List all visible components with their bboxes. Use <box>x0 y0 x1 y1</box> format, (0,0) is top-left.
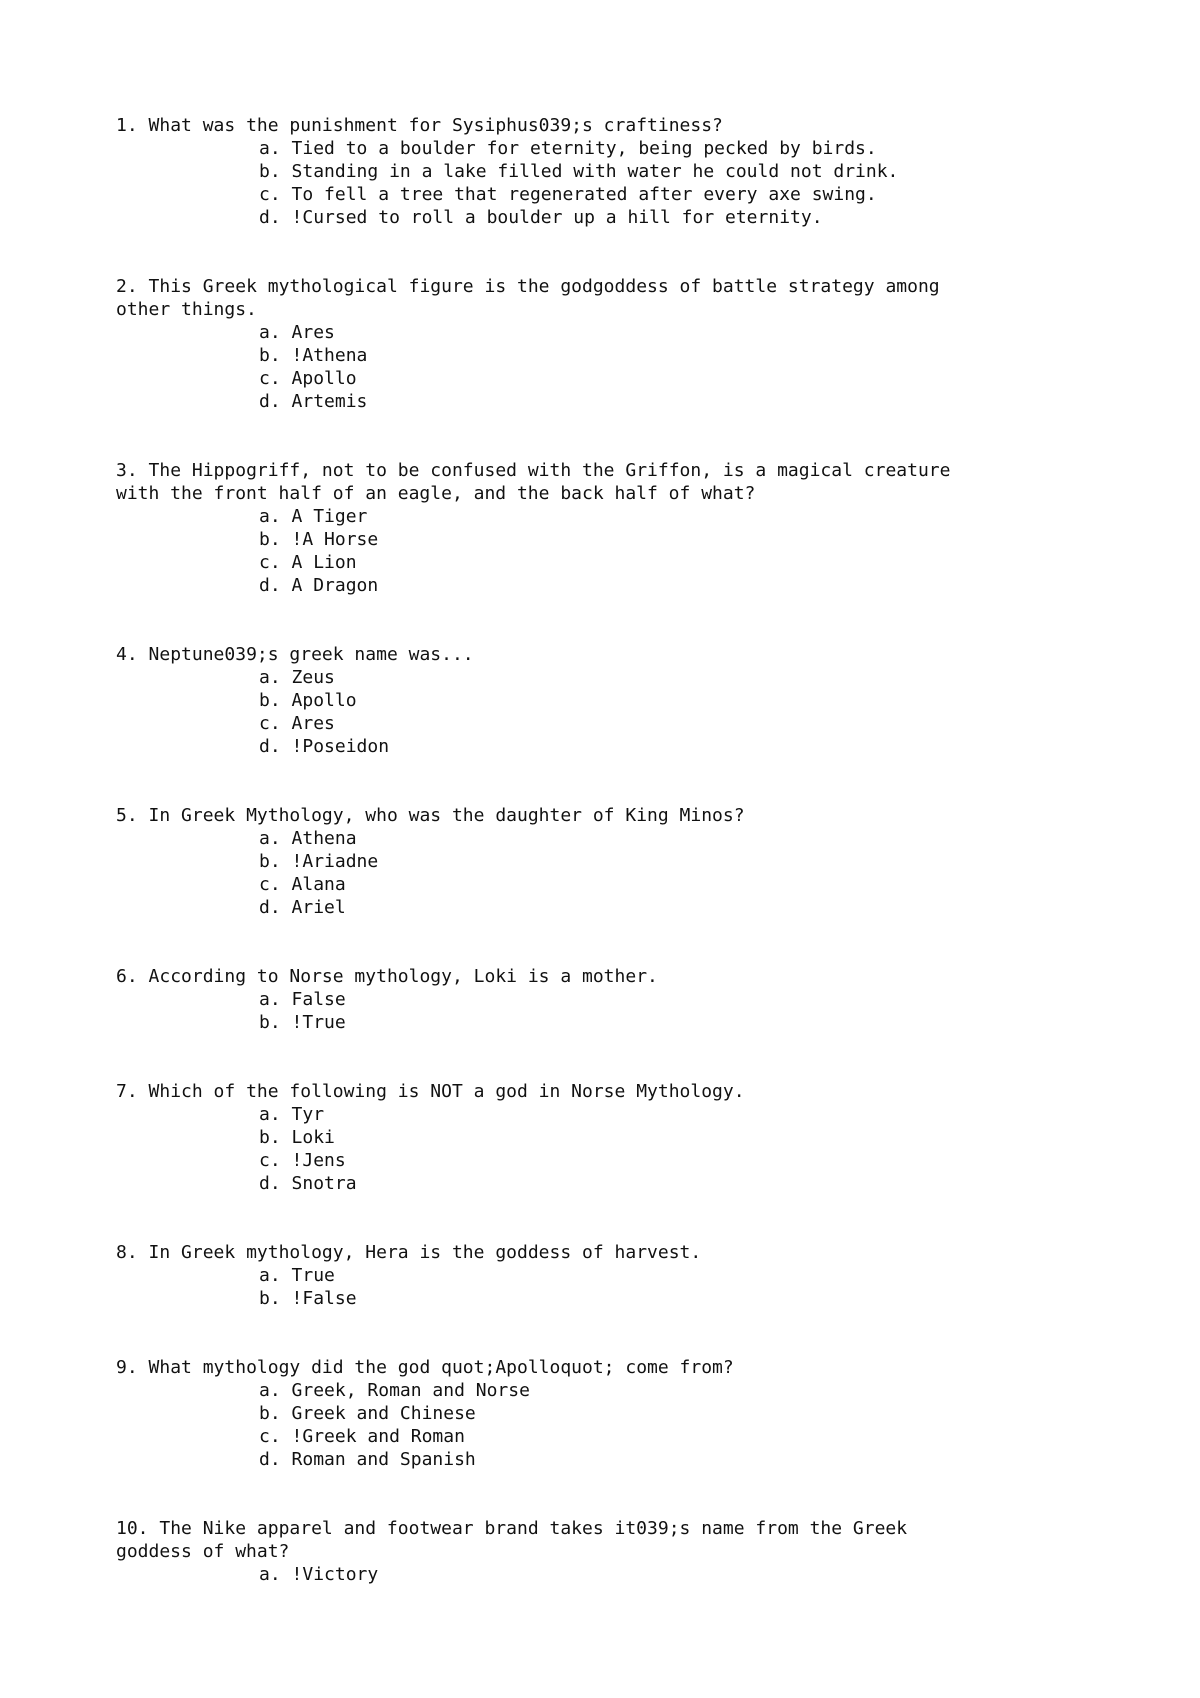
option-letter: a. <box>259 322 281 343</box>
question-text <box>116 1517 1136 1563</box>
answer-option <box>259 344 1136 367</box>
option-text: !Ariadne <box>291 851 379 872</box>
option-text: Apollo <box>291 690 357 711</box>
option-text: !Greek and Roman <box>291 1426 465 1447</box>
question-text <box>116 965 1136 988</box>
question-number: 5. <box>116 805 138 826</box>
option-text: To fell a tree that regenerated after every axe swing. <box>291 184 877 205</box>
answer-options <box>116 1563 1136 1586</box>
question-prompt: Neptune039;s greek name was... <box>148 644 474 665</box>
answer-option <box>259 1126 1136 1149</box>
option-letter: d. <box>259 897 281 918</box>
question-block <box>116 459 1136 597</box>
option-text: False <box>291 989 346 1010</box>
answer-option <box>259 574 1136 597</box>
option-text: !A Horse <box>291 529 379 550</box>
option-text: Ares <box>291 322 335 343</box>
option-text: Tyr <box>291 1104 325 1125</box>
question-block <box>116 1080 1136 1195</box>
question-number: 9. <box>116 1357 138 1378</box>
question-number: 7. <box>116 1081 138 1102</box>
answer-option <box>259 712 1136 735</box>
question-text <box>116 114 1136 137</box>
option-text: !Poseidon <box>291 736 390 757</box>
answer-option <box>259 666 1136 689</box>
quiz-document <box>116 114 1136 1632</box>
option-letter: a. <box>259 667 281 688</box>
question-number: 2. <box>116 276 138 297</box>
question-block <box>116 275 1136 413</box>
answer-option <box>259 1402 1136 1425</box>
answer-option <box>259 1448 1136 1471</box>
answer-option <box>259 988 1136 1011</box>
question-text <box>116 1241 1136 1264</box>
option-letter: b. <box>259 1127 281 1148</box>
option-text: A Lion <box>291 552 357 573</box>
question-prompt: This Greek mythological figure is the godgoddess of battle strategy among other things. <box>116 276 940 320</box>
option-letter: a. <box>259 1380 281 1401</box>
question-number: 3. <box>116 460 138 481</box>
option-letter: b. <box>259 1012 281 1033</box>
option-letter: d. <box>259 736 281 757</box>
option-text: !Cursed to roll a boulder up a hill for eternity. <box>291 207 823 228</box>
option-text: Alana <box>291 874 346 895</box>
answer-options <box>116 827 1136 919</box>
question-block <box>116 114 1136 229</box>
option-text: !Athena <box>291 345 368 366</box>
option-letter: a. <box>259 138 281 159</box>
question-text <box>116 275 1136 321</box>
option-text: A Tiger <box>291 506 368 527</box>
answer-option <box>259 551 1136 574</box>
question-block <box>116 804 1136 919</box>
answer-option <box>259 827 1136 850</box>
option-text: Tied to a boulder for eternity, being pecked by birds. <box>291 138 877 159</box>
option-text: True <box>291 1265 335 1286</box>
question-prompt: According to Norse mythology, Loki is a mother. <box>148 966 658 987</box>
answer-options <box>116 988 1136 1034</box>
option-text: Greek and Chinese <box>291 1403 476 1424</box>
option-letter: d. <box>259 391 281 412</box>
option-letter: c. <box>259 368 281 389</box>
option-text: Greek, Roman and Norse <box>291 1380 530 1401</box>
option-text: Zeus <box>291 667 335 688</box>
option-text: !False <box>291 1288 357 1309</box>
answer-option <box>259 183 1136 206</box>
answer-option <box>259 160 1136 183</box>
option-text: !True <box>291 1012 346 1033</box>
question-number: 4. <box>116 644 138 665</box>
option-letter: a. <box>259 506 281 527</box>
answer-option <box>259 1172 1136 1195</box>
answer-option <box>259 1264 1136 1287</box>
option-letter: b. <box>259 851 281 872</box>
answer-options <box>116 505 1136 597</box>
option-letter: a. <box>259 1265 281 1286</box>
answer-option <box>259 850 1136 873</box>
question-number: 10. <box>116 1518 149 1539</box>
option-text: Artemis <box>291 391 368 412</box>
answer-options <box>116 1379 1136 1471</box>
question-text <box>116 643 1136 666</box>
answer-option <box>259 206 1136 229</box>
question-number: 6. <box>116 966 138 987</box>
answer-option <box>259 1011 1136 1034</box>
option-letter: b. <box>259 529 281 550</box>
question-block <box>116 1356 1136 1471</box>
option-letter: d. <box>259 207 281 228</box>
option-letter: a. <box>259 1564 281 1585</box>
question-prompt: The Hippogriff, not to be confused with the Griffon, is a magical creature with the front half of an eagle, and the back half of what? <box>116 460 951 504</box>
option-text: Ariel <box>291 897 346 918</box>
question-number: 1. <box>116 115 138 136</box>
option-text: Standing in a lake filled with water he could not drink. <box>291 161 899 182</box>
option-letter: b. <box>259 1288 281 1309</box>
answer-option <box>259 367 1136 390</box>
option-letter: c. <box>259 874 281 895</box>
answer-options <box>116 1103 1136 1195</box>
question-prompt: In Greek Mythology, who was the daughter of King Minos? <box>148 805 745 826</box>
option-text: A Dragon <box>291 575 379 596</box>
option-text: Snotra <box>291 1173 357 1194</box>
option-letter: b. <box>259 1403 281 1424</box>
answer-options <box>116 666 1136 758</box>
question-text <box>116 459 1136 505</box>
question-prompt: Which of the following is NOT a god in Norse Mythology. <box>148 1081 745 1102</box>
answer-option <box>259 896 1136 919</box>
question-prompt: The Nike apparel and footwear brand takes it039;s name from the Greek goddess of what? <box>116 1518 908 1562</box>
answer-option <box>259 689 1136 712</box>
answer-option <box>259 1103 1136 1126</box>
question-prompt: In Greek mythology, Hera is the goddess of harvest. <box>148 1242 702 1263</box>
answer-option <box>259 1149 1136 1172</box>
answer-option <box>259 873 1136 896</box>
option-text: Roman and Spanish <box>291 1449 476 1470</box>
question-block <box>116 1241 1136 1310</box>
answer-option <box>259 390 1136 413</box>
answer-option <box>259 137 1136 160</box>
option-text: Ares <box>291 713 335 734</box>
question-text <box>116 804 1136 827</box>
option-text: !Victory <box>291 1564 379 1585</box>
option-letter: b. <box>259 345 281 366</box>
question-prompt: What was the punishment for Sysiphus039;s craftiness? <box>148 115 723 136</box>
option-letter: d. <box>259 1449 281 1470</box>
answer-options <box>116 1264 1136 1310</box>
answer-option <box>259 1287 1136 1310</box>
option-letter: b. <box>259 161 281 182</box>
question-text <box>116 1080 1136 1103</box>
answer-options <box>116 137 1136 229</box>
option-letter: c. <box>259 184 281 205</box>
option-letter: c. <box>259 713 281 734</box>
option-text: Loki <box>291 1127 335 1148</box>
question-text <box>116 1356 1136 1379</box>
option-letter: c. <box>259 552 281 573</box>
option-letter: c. <box>259 1150 281 1171</box>
option-text: Apollo <box>291 368 357 389</box>
question-prompt: What mythology did the god quot;Apolloquot; come from? <box>148 1357 734 1378</box>
answer-option <box>259 321 1136 344</box>
answer-option <box>259 505 1136 528</box>
question-block <box>116 965 1136 1034</box>
answer-options <box>116 321 1136 413</box>
answer-option <box>259 1379 1136 1402</box>
question-block <box>116 643 1136 758</box>
option-letter: d. <box>259 1173 281 1194</box>
option-letter: b. <box>259 690 281 711</box>
option-letter: a. <box>259 828 281 849</box>
option-letter: a. <box>259 989 281 1010</box>
answer-option <box>259 1563 1136 1586</box>
answer-option <box>259 735 1136 758</box>
option-text: !Jens <box>291 1150 346 1171</box>
option-letter: c. <box>259 1426 281 1447</box>
option-text: Athena <box>291 828 357 849</box>
answer-option <box>259 528 1136 551</box>
option-letter: a. <box>259 1104 281 1125</box>
answer-option <box>259 1425 1136 1448</box>
question-number: 8. <box>116 1242 138 1263</box>
question-block <box>116 1517 1136 1586</box>
option-letter: d. <box>259 575 281 596</box>
